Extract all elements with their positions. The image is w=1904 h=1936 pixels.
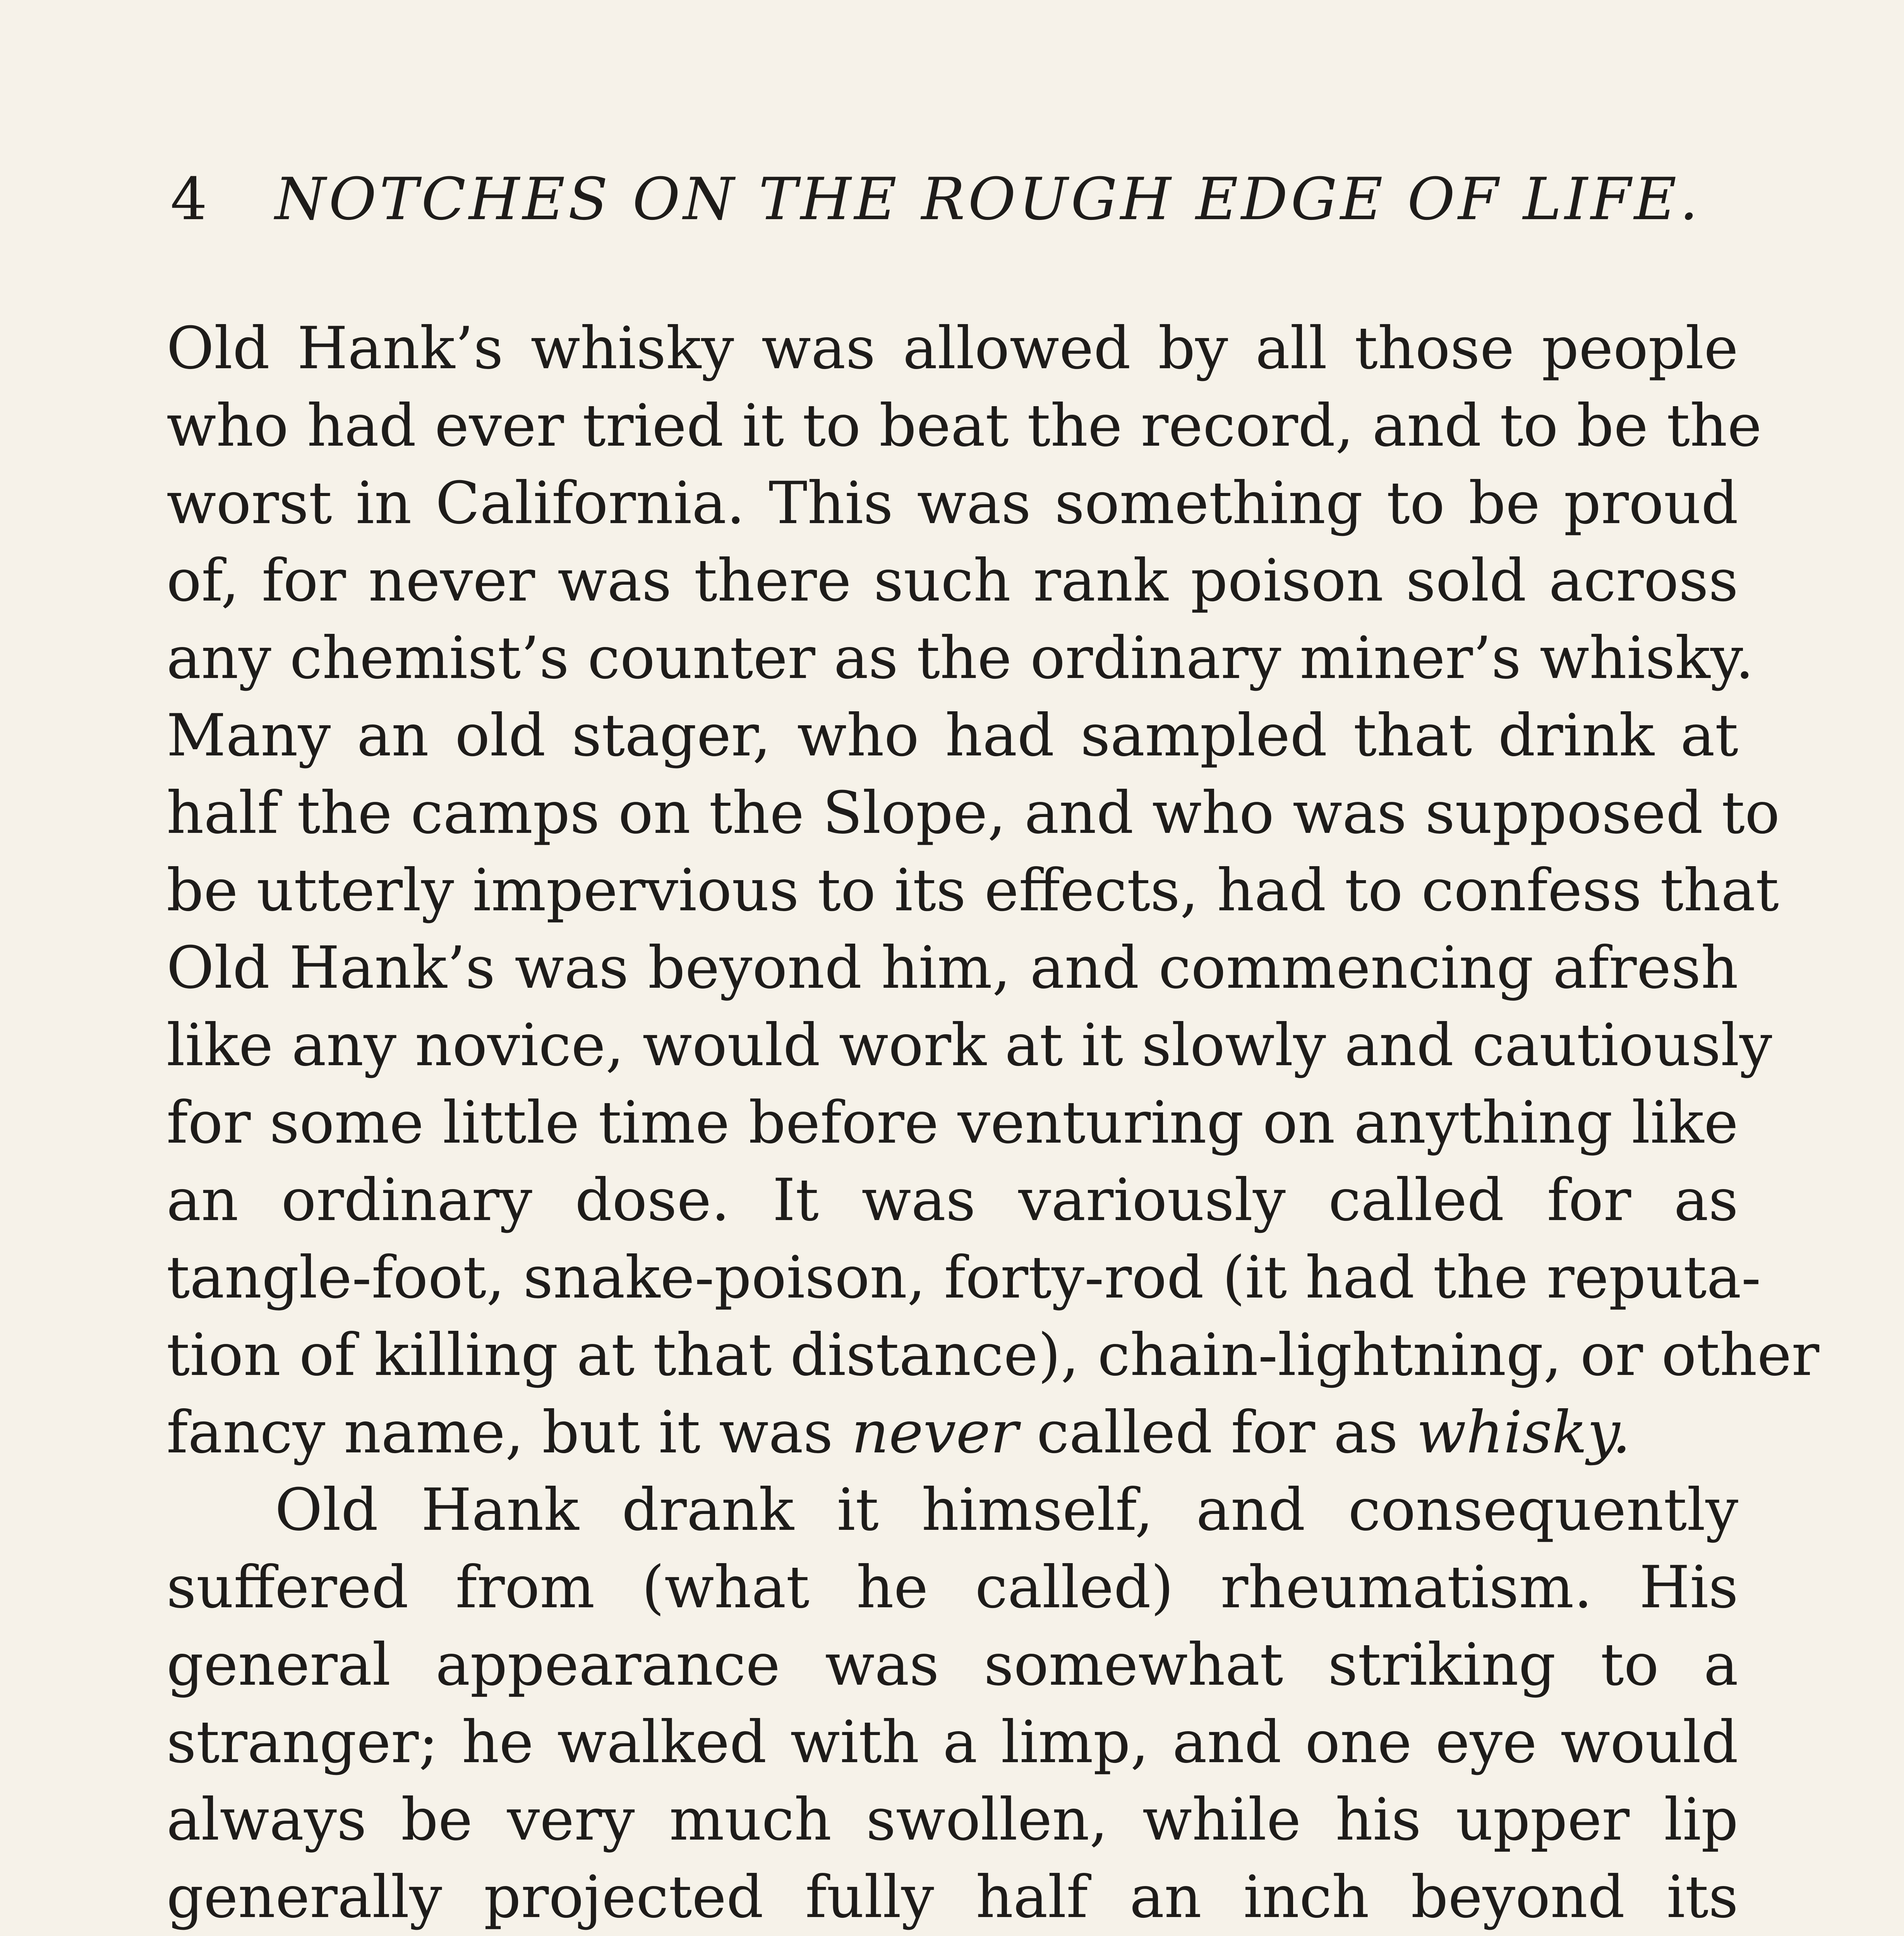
- italic-whisky: whisky.: [1416, 1399, 1631, 1466]
- text-line-paragraph-end: [166, 1394, 1738, 1471]
- text-line: generally projected fully half an inch beyond its: [166, 1864, 1738, 1931]
- text-line: tion of killing at that distance), chain-lightning, or other: [166, 1322, 1820, 1389]
- running-title: NOTCHES ON THE ROUGH EDGE OF LIFE.: [275, 166, 1701, 233]
- text-line: who had ever tried it to beat the record, and to be the: [166, 392, 1762, 460]
- text-line: Old Hank’s was beyond him, and commencing afresh: [166, 934, 1738, 1002]
- text-line: stranger; he walked with a limp, and one eye would: [166, 1709, 1738, 1776]
- text-line: for some little time before venturing on anything like: [166, 1089, 1738, 1157]
- text-line: Old Hank’s whisky was allowed by all those people: [166, 315, 1738, 382]
- text-line: Many an old stager, who had sampled that drink at: [166, 702, 1738, 769]
- text-run: fancy name, but it was: [166, 1399, 852, 1466]
- italic-never: never: [851, 1399, 1018, 1466]
- text-run: called for as: [1018, 1399, 1417, 1466]
- text-line: of, for never was there such rank poison sold across: [166, 547, 1738, 614]
- text-line: an ordinary dose. It was variously called for as: [166, 1167, 1738, 1234]
- page-number: 4: [170, 166, 211, 233]
- text-line: general appearance was somewhat striking to a: [166, 1631, 1738, 1699]
- text-line: half the camps on the Slope, and who was supposed to: [166, 779, 1780, 847]
- text-line: suffered from (what he called) rheumatism. His: [166, 1554, 1738, 1621]
- text-line: be utterly impervious to its effects, had to confess that: [166, 857, 1779, 924]
- running-head: [170, 166, 1719, 232]
- text-line: tangle-foot, snake-poison, forty-rod (it had the reputa-: [166, 1244, 1761, 1311]
- paragraph-first-line: Old Hank drank it himself, and consequently: [275, 1476, 1738, 1544]
- text-line: like any novice, would work at it slowly and cautiously: [166, 1012, 1772, 1079]
- text-line: always be very much swollen, while his upper lip: [166, 1786, 1738, 1854]
- text-line: any chemist’s counter as the ordinary miner’s whisky.: [166, 625, 1754, 692]
- text-line: worst in California. This was something to be proud: [166, 470, 1738, 537]
- body-text: [166, 310, 1820, 1936]
